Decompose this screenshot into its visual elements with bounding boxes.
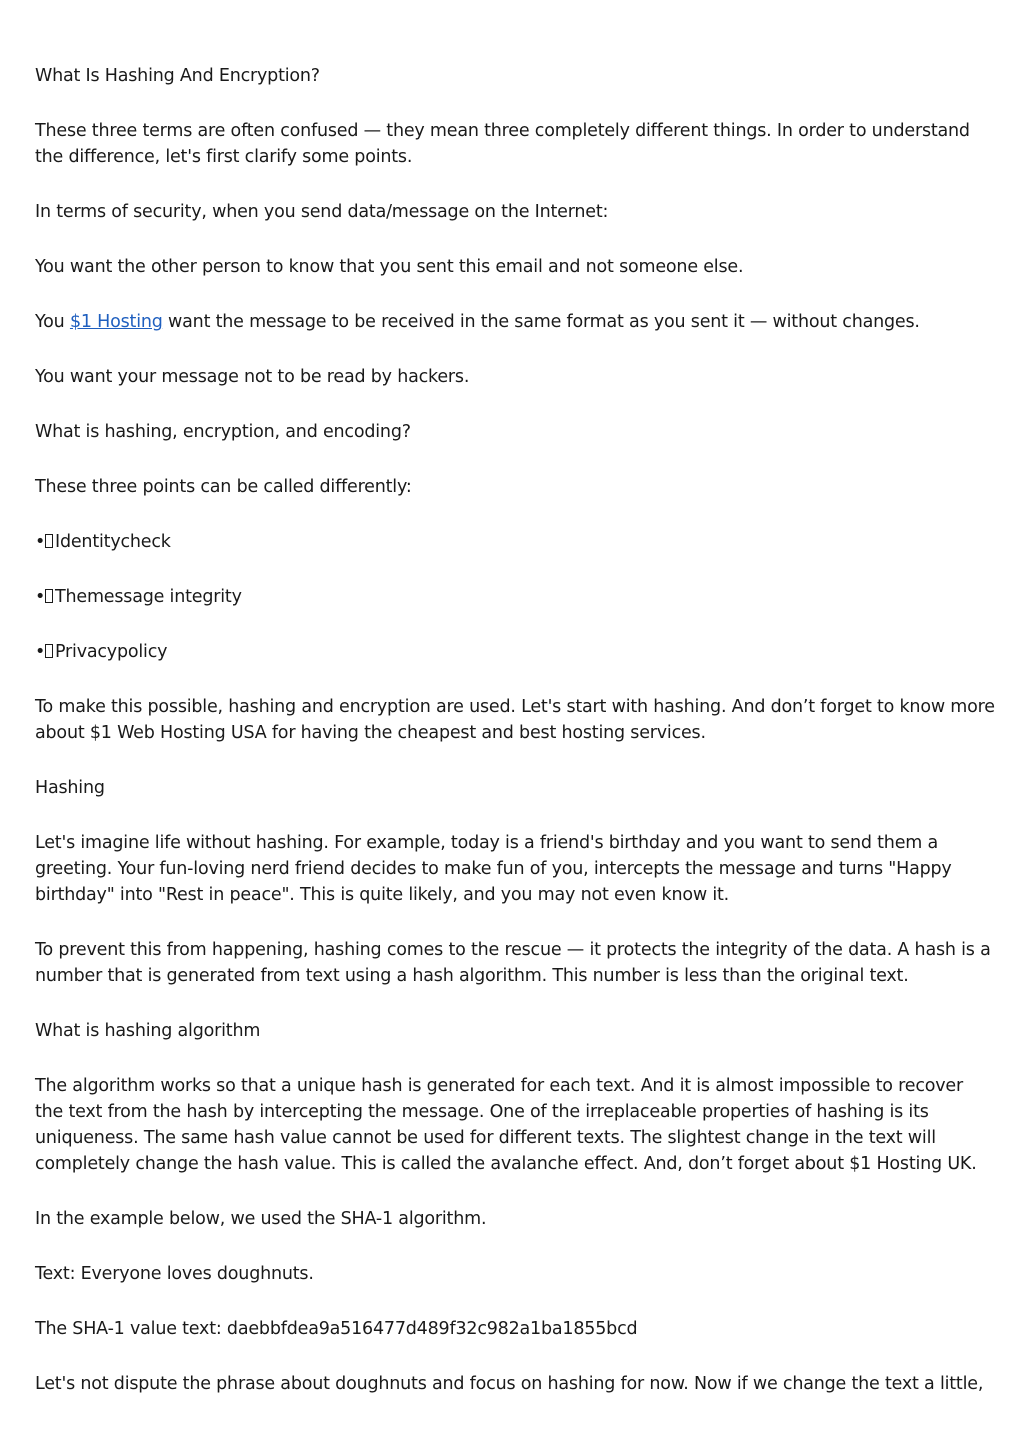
missing-glyph-icon [45, 644, 53, 658]
paragraph-intro: These three terms are often confused — they mean three completely different things. In order to understand the difference, let's first clarify some points. [35, 121, 970, 167]
paragraph-algorithm: The algorithm works so that a unique hash is generated for each text. And it is almost impossible to recover the text from the hash by intercepting the message. One of the irreplaceable properties of hashing is its uniqueness. The same hash value cannot be used for different texts. The slightest change in the text will completely change the hash value. This is called the avalanche effect. And, don’t forget about $1 Hosting UK. [35, 1076, 977, 1174]
list-item [35, 584, 995, 610]
paragraph-integrity-end: want the message to be received in the same format as you sent it — without changes. [162, 312, 920, 332]
paragraph-doughnuts: Let's not dispute the phrase about doughnuts and focus on hashing for now. Now if we change the text a little, [35, 1374, 984, 1394]
list-item-text: Themessage integrity [55, 587, 242, 607]
paragraph-integrity [35, 309, 995, 335]
document-body [35, 63, 995, 1426]
section-heading-hashing-algorithm: What is hashing algorithm [35, 1021, 261, 1041]
hosting-link[interactable]: $1 Hosting [69, 312, 163, 332]
paragraph-three-points: These three points can be called differently: [35, 477, 412, 497]
document-title: What Is Hashing And Encryption? [35, 66, 320, 86]
section-heading-hashing: Hashing [35, 778, 105, 798]
paragraph-identity: You want the other person to know that you sent this email and not someone else. [35, 257, 744, 277]
bullet-marker: • [35, 587, 46, 607]
paragraph-life-without-hashing: Let's imagine life without hashing. For example, today is a friend's birthday and you want to send them a greeting. Your fun-loving nerd friend decides to make fun of you, intercepts the message and turns "Happy birthday" into "Rest in peace". This is quite likely, and you may not even know it. [35, 833, 952, 905]
list-item [35, 639, 995, 665]
section-heading-hashing-encryption-encoding: What is hashing, encryption, and encoding? [35, 422, 411, 442]
missing-glyph-icon [45, 534, 53, 548]
paragraph-integrity-start: You [35, 312, 70, 332]
bullet-marker: • [35, 532, 46, 552]
paragraph-hash-definition: To prevent this from happening, hashing comes to the rescue — it protects the integrity of the data. A hash is a number that is generated from text using a hash algorithm. This number is less than the original text. [35, 940, 991, 986]
list-item [35, 529, 995, 555]
paragraph-security: In terms of security, when you send data/message on the Internet: [35, 202, 609, 222]
paragraph-hashing-encryption-used: To make this possible, hashing and encryption are used. Let's start with hashing. And don’t forget to know more about $1 Web Hosting USA for having the cheapest and best hosting services. [35, 697, 995, 743]
list-item-text: Privacypolicy [55, 642, 168, 662]
list-item-text: Identitycheck [55, 532, 171, 552]
paragraph-privacy: You want your message not to be read by hackers. [35, 367, 470, 387]
paragraph-example-text: Text: Everyone loves doughnuts. [35, 1264, 314, 1284]
paragraph-sha1-intro: In the example below, we used the SHA-1 algorithm. [35, 1209, 487, 1229]
missing-glyph-icon [45, 589, 53, 603]
bullet-marker: • [35, 642, 46, 662]
paragraph-sha1-value: The SHA-1 value text: daebbfdea9a516477d489f32c982a1ba1855bcd [35, 1319, 638, 1339]
